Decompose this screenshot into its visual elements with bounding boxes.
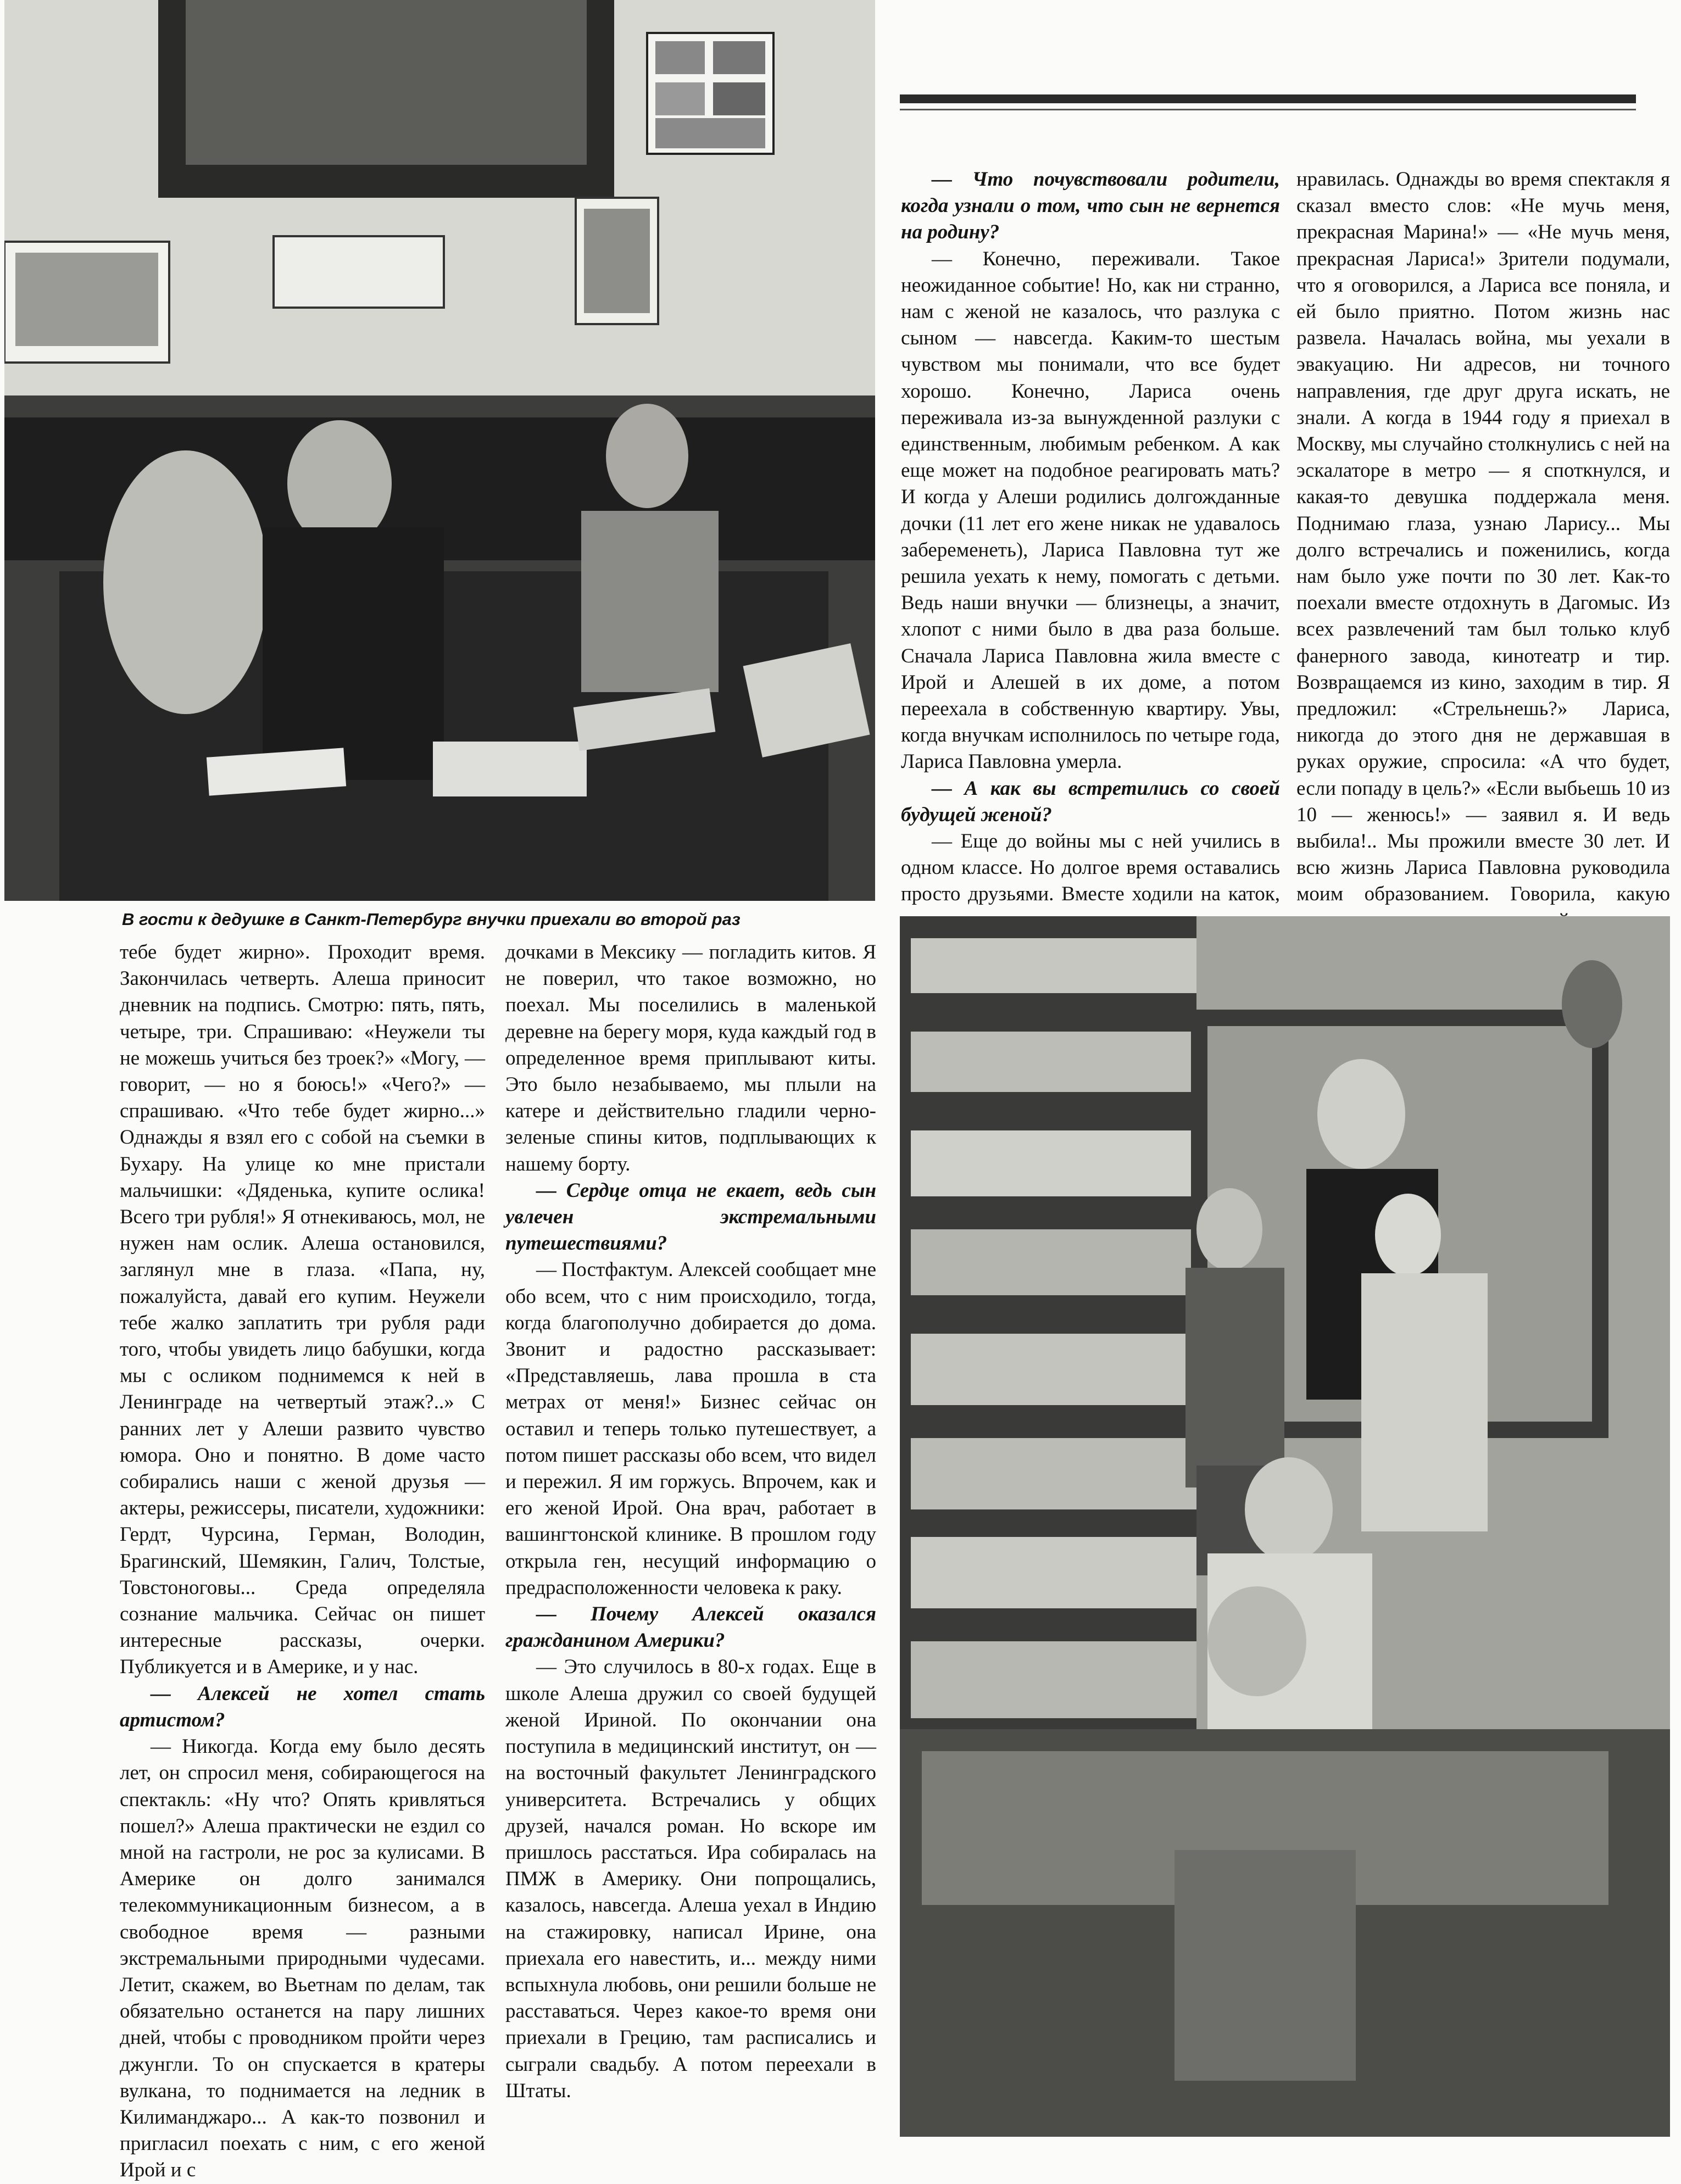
answer-paragraph: — Постфактум. Алексей сообщает мне обо всем, что с ним происходило, тогда, когда благополучно добирается до дома. Звонит и радостно рассказывает: «Представляешь, лава прошла в ста метрах от меня!» Бизнес сейчас он оставил и теперь только путешествует, а потом пишет рассказы обо всем, что видел и пережил. Я им горжусь. Впрочем, как и его женой Ирой. Она врач, работает в вашингтонской клинике. В прошлом году открыла ген, несущий информацию о предрасположенности человека к раку. <box>505 1258 876 1599</box>
answer-paragraph: — Это случилось в 80-х годах. Еще в школе Алеша дружил со своей будущей женой Ириной. По окончании она поступила в медицинский институт, он — на восточный факультет Ленинградского университета. Встречались у общих друзей, начался роман. Но вскоре им пришлось расстаться. Ира собиралась на ПМЖ в Америку. Они попрощались, казалось, навсегда. Алеша уехал в Индию на стажировку, написал Ирине, она приехала его навестить, и... между ними вспыхнула любовь, они решили больше не расставаться. Через какое-то время они приехали в Грецию, там расписались и сыграли свадьбу. А потом переехали в Штаты. <box>505 1656 876 2102</box>
answer-paragraph: — Никогда. Когда ему было десять лет, он спросил меня, собирающегося на спектакль: «Ну что? Опять кривляться пошел?» Алеша практически не ездил со мной на гастроли, не рос за кулисами. В Америке он долго занимался телекоммуникационным бизнесом, а в свободное время — разными экстремальными природными чудесами. Летит, скажем, во Вьетнам по делам, так обязательно останется на пару лишних дней, чтобы с проводником пройти через джунгли. То он спускается в кратеры вулкана, то поднимается на ледник в Килиманджаро... А как-то позвонил и пригласил поехать с ним, с его женой Ирой и с <box>120 1735 485 2182</box>
answer-paragraph: — Конечно, переживали. Такое неожиданное событие! Но, как ни странно, нам с женой не казалось, что разлука с сыном — навсегда. Каким-то шестым чувством мы понимали, что все будет хорошо. Конечно, Лариса очень переживала из-за вынужденной разлуки с единственным, любимым ребенком. А как еще может на подобное реагировать мать? И когда у Алеши родились долгожданные дочки (11 лет его жене никак не удавалось забеременеть), Лариса Павловна тут же решила уехать к нему, помогать с детьми. Ведь наши внучки — близнецы, а значит, хлопот с ними было в два раза больше. Сначала Лариса Павловна жила вместе с Ирой и Алешей в их доме, а потом переехала в собственную квартиру. Увы, когда внучкам исполнилось по четыре года, Лариса Павловна умерла. <box>901 247 1280 773</box>
continued-paragraph: тебе будет жирно». Проходит время. Закончилась четверть. Алеша приносит дневник на подпись. Смотрю: пять, пять, четыре, три. Спрашиваю: «Неужели ты не можешь учиться без троек?» «Могу, — говорит, — но я боюсь!» «Чего?» — спрашиваю. «Что тебе будет жирно...» Однажды я взял его с собой на съемки в Бухару. На улице ко мне пристали мальчишки: «Дяденька, купите ослика! Всего три рубля!» Я отнекиваюсь, мол, не нужен нам ослик. Алеша остановился, заглянул мне в глаза. «Папа, ну, пожалуйста, давай его купим. Неужели тебе жалко заплатить три рубля ради того, чтобы увидеть лицо бабушки, когда мы с осликом поднимемся к ней в Ленинграде на четвертый этаж?..» С ранних лет у Алеши развито чувство юмора. Оно и понятно. В доме часто собирались наши с женой друзья — актеры, режиссеры, писатели, художники: Гердт, Чурсина, Герман, Володин, Брагинский, Шемякин, Галич, Толстые, Товстоноговы... Среда определяла сознание мальчика. Сейчас он пишет интересные рассказы, очерки. Публикуется и в Америке, и у нас. <box>120 941 485 1679</box>
continued-paragraph: нравилась. Однажды во время спектакля я сказал вместо слов: «Не мучь меня, прекрасная Марина!» — «Не мучь меня, прекрасная Лариса!» Зрители подумали, что я оговорился, а Лариса все поняла, и ей было приятно. Потом жизнь нас развела. Началась война, мы уехали в эвакуацию. Ни адресов, ни точного направления, где друг друга искать, не знали. А когда в 1944 году я приехал в Москву, мы случайно столкнулись с ней на эскалаторе в метро — я споткнулся, и какая-то девушка поддержала меня. Поднимаю глаза, узнаю Ларису... Мы долго встречались и поженились, когда нам было уже почти по 30 лет. Как-то поехали вместе отдохнуть в Дагомыс. Из всех развлечений там был только клуб фанерного завода, кинотеатр и тир. Возвращаемся из кино, заходим в тир. Я предложил: «Стрельнешь?» Лариса, никогда до этого дня не державшая в руках оружие, спросила: «А что будет, если попаду в цель?» «Если выбьешь 10 из 10 — женюсь!» — заявил я. И ведь выбила!.. Мы прожили вместе 30 лет. И всю жизнь Лариса Павловна руководила моим образованием. Говорила, какую <box>1296 168 1670 906</box>
question-paragraph: — Что почувствовали родители, когда узнали о том, что сын не вернется на родину? <box>901 168 1280 244</box>
question-paragraph: — Сердце отца не екает, ведь сын увлечен экстремальными путешествиями? <box>505 1179 876 1255</box>
text-column-bottom-middle <box>505 939 876 2104</box>
text-column-top-right <box>1296 166 1670 1014</box>
continued-paragraph: дочками в Мексику — погладить китов. Я не поверил, что такое возможно, но поехал. Мы поселились в маленькой деревне на берегу моря, куда каждый год в определенное время приплывают киты. Это было незабываемо, мы плыли на катере и действительно гладили черно-зеленые спины китов, подплывающих к нашему борту. <box>505 941 876 1175</box>
top-rule <box>900 94 1636 103</box>
photo-grandfather-bookshelf <box>900 916 1670 2137</box>
question-paragraph: — А как вы встретились со своей будущей женой? <box>901 777 1280 826</box>
text-column-top-left <box>901 166 1280 987</box>
text-column-bottom-left <box>120 939 485 2184</box>
question-paragraph: — Почему Алексей оказался гражданином Америки? <box>505 1603 876 1652</box>
top-rule-thin <box>900 109 1636 110</box>
photo-grandfather-granddaughters <box>4 0 875 901</box>
answer-paragraph: — Еще до войны мы с ней учились в одном классе. Но долгое время оставались просто друзьями. Вместе ходили на каток, <box>901 830 1280 906</box>
photo-caption: В гости к дедушке в Санкт-Петербург внучки приехали во второй раз <box>122 910 741 929</box>
question-paragraph: — Алексей не хотел стать артистом? <box>120 1682 485 1731</box>
